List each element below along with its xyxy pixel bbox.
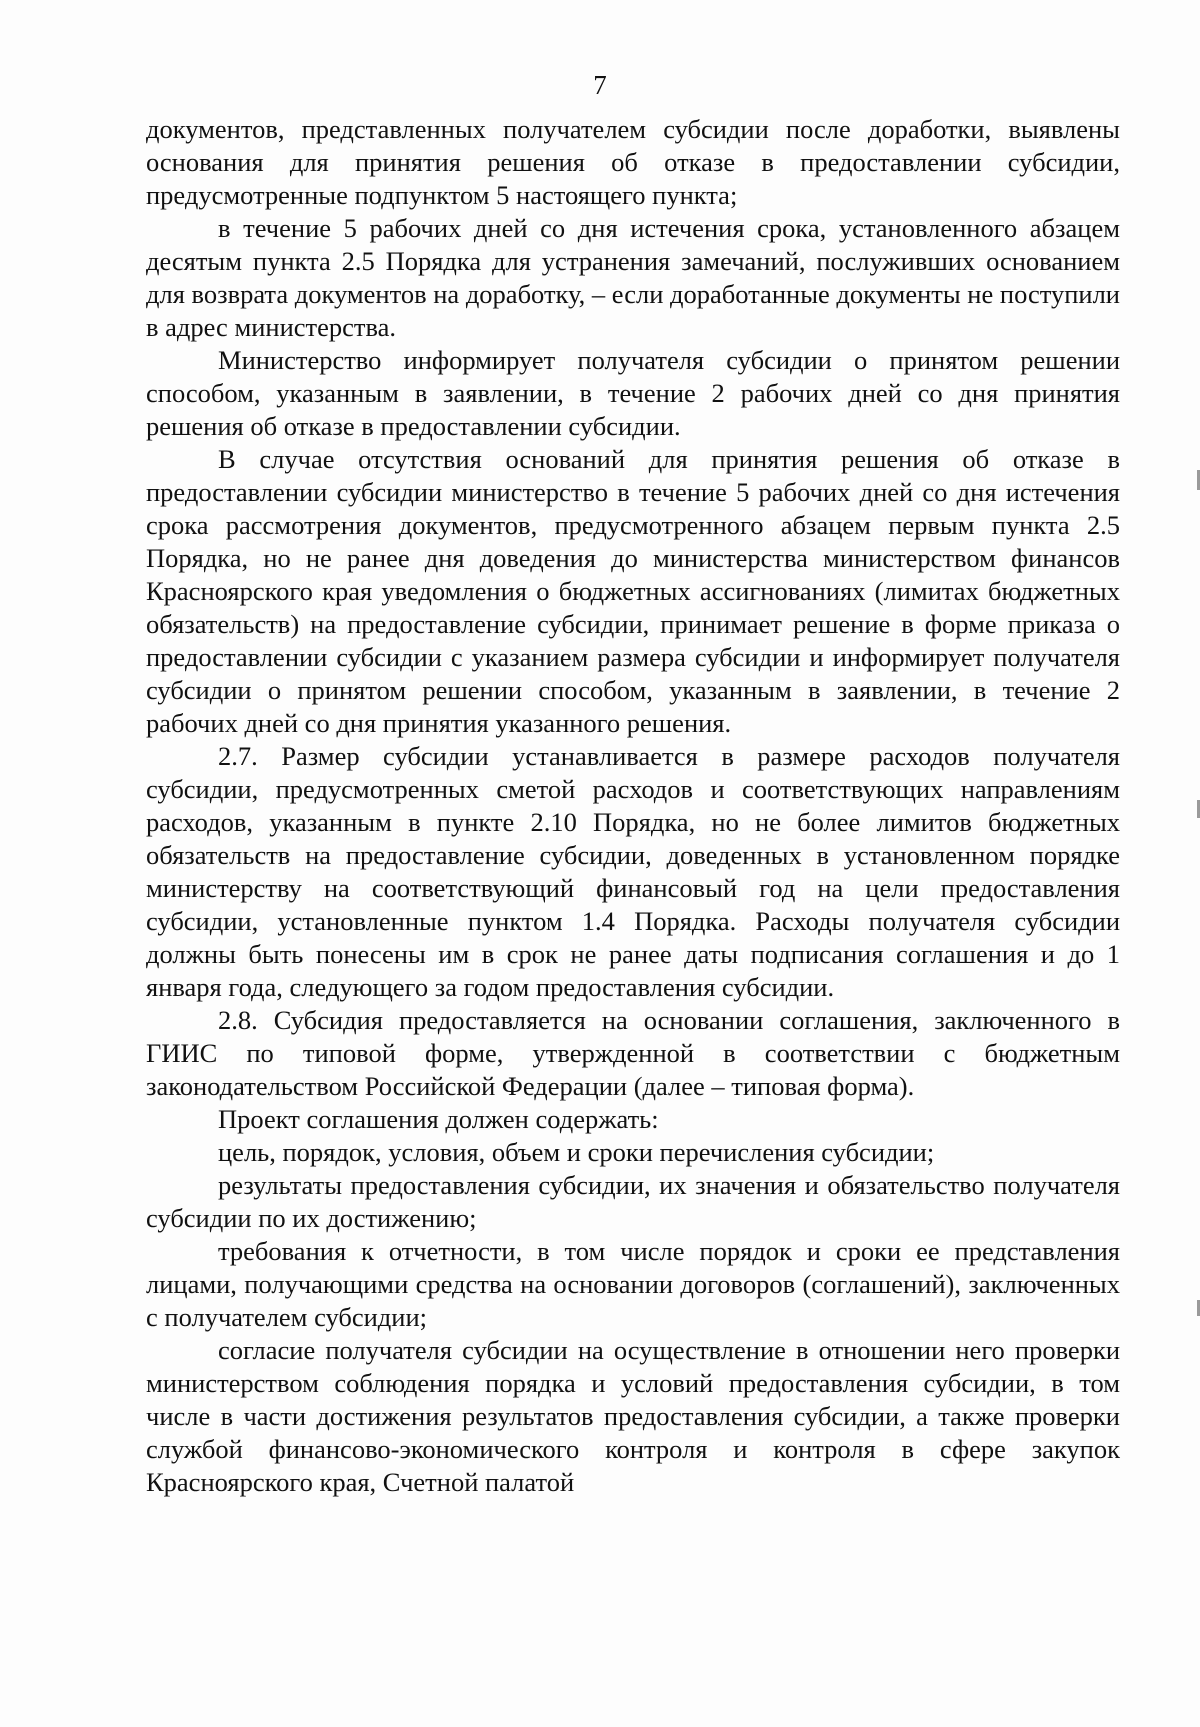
paragraph: результаты предоставления субсидии, их значения и обязательство получателя субсидии по их достижению;	[146, 1170, 1120, 1233]
paragraph-clause-2-8: 2.8. Субсидия предоставляется на основании соглашения, заключенного в ГИИС по типовой форме, утвержденной в соответствии с бюджетным законодательством Российской Федерации (далее – типовая форма).	[146, 1005, 1120, 1101]
document-body	[146, 113, 1120, 1499]
paragraph: Проект соглашения должен содержать:	[218, 1104, 659, 1134]
paragraph: цель, порядок, условия, объем и сроки перечисления субсидии;	[218, 1137, 935, 1167]
paragraph-continuation: документов, представленных получателем субсидии после доработки, выявлены основания для принятия решения об отказе в предоставлении субсидии, предусмотренные подпунктом 5 настоящего пункта;	[146, 114, 1120, 210]
paragraph: В случае отсутствия оснований для принятия решения об отказе в предоставлении субсидии министерство в течение 5 рабочих дней со дня истечения срока рассмотрения документов, предусмотренного абзацем первым пункта 2.5 Порядка, но не ранее дня доведения до министерства министерством финансов Красноярского края уведомления о бюджетных ассигнованиях (лимитах бюджетных обязательств) на предоставление субсидии, принимает решение в форме приказа о предоставлении субсидии с указанием размера субсидии и информирует получателя субсидии о принятом решении способом, указанным в заявлении, в течение 2 рабочих дней со дня принятия указанного решения.	[146, 444, 1120, 738]
paragraph: в течение 5 рабочих дней со дня истечения срока, установленного абзацем десятым пункта 2.5 Порядка для устранения замечаний, послуживших основанием для возврата документов на доработку, – если доработанные документы не поступили в адрес министерства.	[146, 213, 1120, 342]
paragraph: согласие получателя субсидии на осуществление в отношении него проверки министерством соблюдения порядка и условий предоставления субсидии, в том числе в части достижения результатов предоставления субсидии, а также проверки службой финансово-экономического контроля и контроля в сфере закупок Красноярского края, Счетной палатой	[146, 1335, 1120, 1497]
paragraph-clause-2-7: 2.7. Размер субсидии устанавливается в размере расходов получателя субсидии, предусмотренных сметой расходов и соответствующих направлениям расходов, указанным в пункте 2.10 Порядка, но не более лимитов бюджетных обязательств на предоставление субсидии, доведенных в установленном порядке министерству на соответствующий финансовый год на цели предоставления субсидии, установленные пунктом 1.4 Порядка. Расходы получателя субсидии должны быть понесены им в срок не ранее даты подписания соглашения и до 1 января года, следующего за годом предоставления субсидии.	[146, 741, 1120, 1002]
paragraph: Министерство информирует получателя субсидии о принятом решении способом, указанным в заявлении, в течение 2 рабочих дней со дня принятия решения об отказе в предоставлении субсидии.	[146, 345, 1120, 441]
page-number: 7	[593, 70, 607, 100]
paragraph: требования к отчетности, в том числе порядок и сроки ее представления лицами, получающими средства на основании договоров (соглашений), заключенных с получателем субсидии;	[146, 1236, 1120, 1332]
